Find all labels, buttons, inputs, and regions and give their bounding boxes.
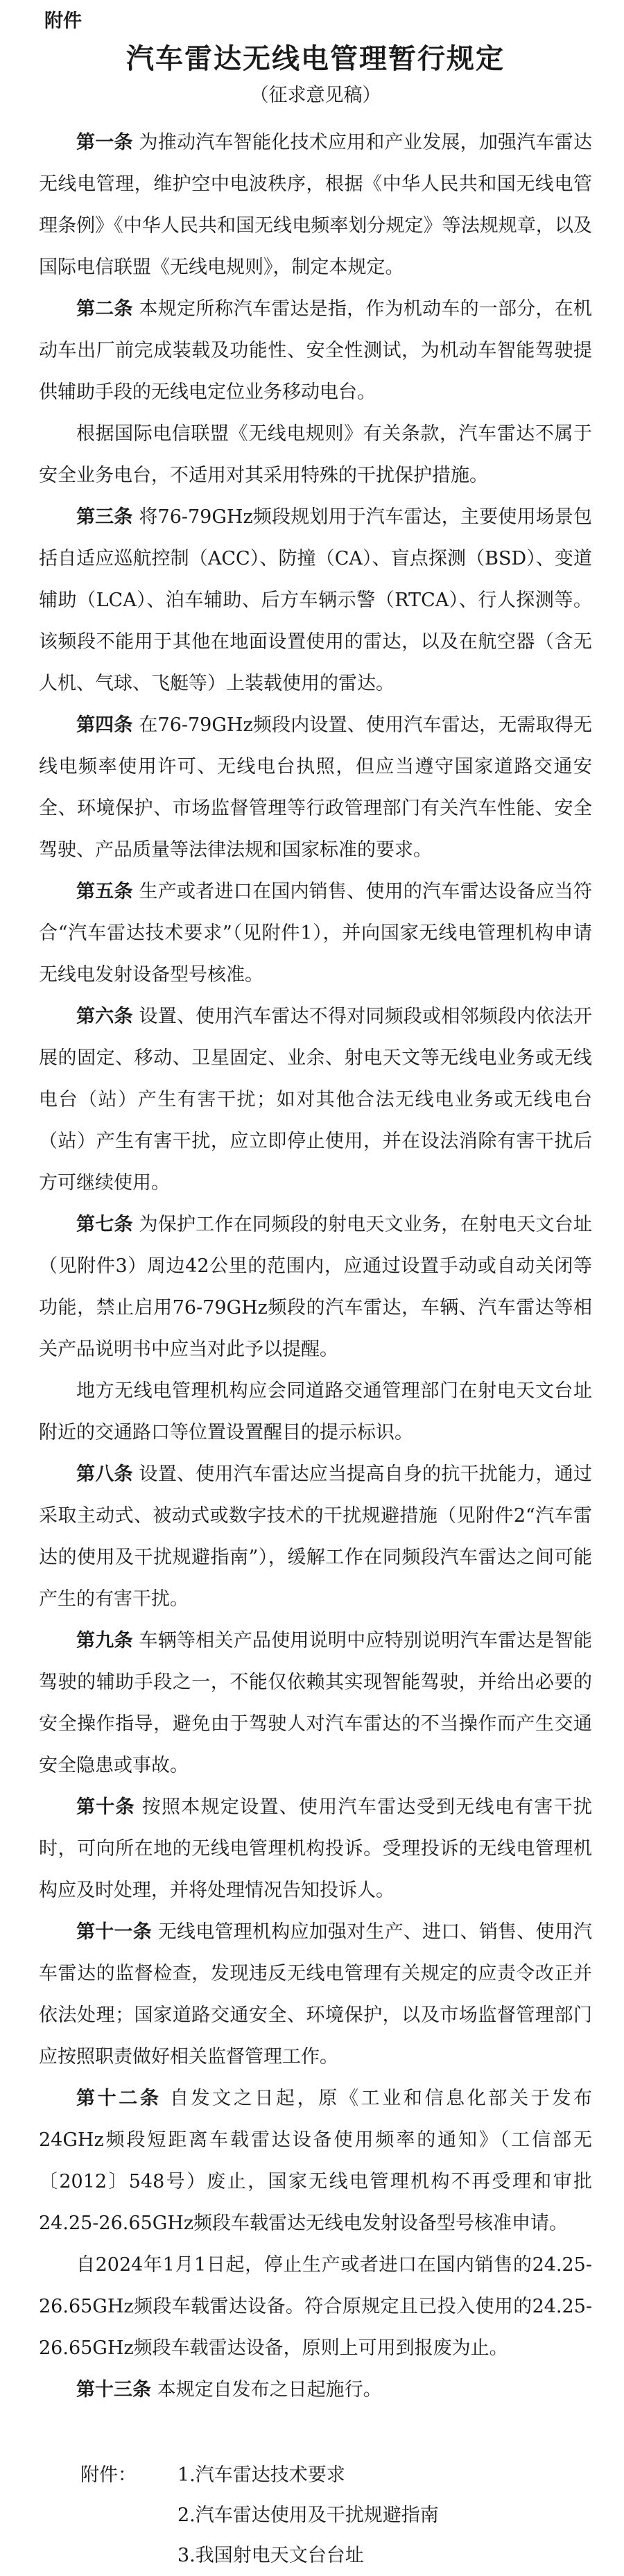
article-12: [39, 2078, 592, 2244]
attachment-row: [39, 2536, 592, 2576]
article-4: [39, 705, 592, 871]
article-text: 设置、使用汽车雷达应当提高自身的抗干扰能力，通过采取主动式、被动式或数字技术的干扰规避措施（见附件2“汽车雷达的使用及干扰规避指南”），缓解工作在同频段汽车雷达之间可能产生的有害干扰。: [39, 1463, 593, 1610]
article-number: 第六条: [76, 1006, 133, 1027]
article-12-cont: [39, 2244, 592, 2369]
article-text: 为保护工作在同频段的射电天文业务，在射电天文台址（见附件3）周边42公里的范围内，应通过设置手动或自动关闭等功能，禁止启用76-79GHz频段的汽车雷达，车辆、汽车雷达等相关产品说明书中应当对此予以提醒。: [39, 1214, 593, 1360]
article-text: 本规定自发布之日起施行。: [157, 2379, 382, 2401]
article-number: 第二条: [76, 298, 133, 320]
attachment-row: [39, 2496, 592, 2536]
article-text: 车辆等相关产品使用说明中应特别说明汽车雷达是智能驾驶的辅助手段之一，不能仅依赖其实现智能驾驶，并给出必要的安全操作指导，避免由于驾驶人对汽车雷达的不当操作而产生交通安全隐患或事故。: [39, 1630, 593, 1776]
article-text: 在76-79GHz频段内设置、使用汽车雷达，无需取得无线电频率使用许可、无线电台执照，但应当遵守国家道路交通安全、环境保护、市场监督管理等行政管理部门有关汽车性能、安全驾驶、产品质量等法律法规和国家标准的要求。: [39, 714, 593, 861]
article-text: 将76-79GHz频段规划用于汽车雷达，主要使用场景包括自适应巡航控制（ACC）、防撞（CA）、盲点探测（BSD）、变道辅助（LCA）、泊车辅助、后方车辆示警（RTCA）、行人探测等。该频段不能用于其他在地面设置使用的雷达，以及在航空器（含无人机、气球、飞艇等）上装载使用的雷达。: [39, 506, 593, 694]
article-10: [39, 1787, 592, 1912]
article-text: 按照本规定设置、使用汽车雷达受到无线电有害干扰时，可向所在地的无线电管理机构投诉。受理投诉的无线电管理机构应及时处理，并将处理情况告知投诉人。: [39, 1796, 593, 1901]
attachment-row: [39, 2455, 592, 2496]
article-text: 根据国际电信联盟《无线电规则》有关条款，汽车雷达不属于安全业务电台，不适用对其采用特殊的干扰保护措施。: [39, 423, 592, 486]
article-text: 地方无线电管理机构应会同道路交通管理部门在射电天文台址附近的交通路口等位置设置醒目的提示标识。: [39, 1380, 592, 1443]
article-number: 第一条: [76, 132, 133, 153]
article-text: 无线电管理机构应加强对生产、进口、销售、使用汽车雷达的监督检查，发现违反无线电管理有关规定的应责令改正并依法处理；国家道路交通安全、环境保护，以及市场监督管理部门应按照职责做好相关监督管理工作。: [39, 1921, 593, 2068]
attachment-item: 1.汽车雷达技术要求: [177, 2464, 345, 2486]
article-1: [39, 122, 592, 289]
article-number: 第四条: [76, 714, 133, 736]
attachment-item: 2.汽车雷达使用及干扰规避指南: [177, 2505, 439, 2526]
article-text: 设置、使用汽车雷达不得对同频段或相邻频段内依法开展的固定、移动、卫星固定、业余、射电天文等无线电业务或无线电台（站）产生有害干扰；如对其他合法无线电业务或无线电台（站）产生有害干扰，应立即停止使用，并在设法消除有害干扰后方可继续使用。: [39, 1006, 593, 1194]
article-number: 第三条: [76, 506, 133, 528]
document-body: [39, 122, 592, 2411]
article-9: [39, 1620, 592, 1787]
article-text: 自发文之日起，原《工业和信息化部关于发布24GHz频段短距离车载雷达设备使用频率的通知》（工信部无〔2012〕548号）废止，国家无线电管理机构不再受理和审批24.25-26.65GHz频段车载雷达无线电发射设备型号核准申请。: [39, 2088, 593, 2234]
article-text: 本规定所称汽车雷达是指，作为机动车的一部分，在机动车出厂前完成装载及功能性、安全性测试，为机动车智能驾驶提供辅助手段的无线电定位业务移动电台。: [39, 298, 593, 403]
article-text: 自2024年1月1日起，停止生产或者进口在国内销售的24.25-26.65GHz频段车载雷达设备。符合原规定且已投入使用的24.25-26.65GHz频段车载雷达设备，原则上可用到报废为止。: [39, 2254, 592, 2359]
article-number: 第九条: [76, 1630, 133, 1651]
article-13: [39, 2369, 592, 2411]
article-number: 第七条: [76, 1214, 133, 1235]
attachment-tag: 附件: [44, 10, 82, 32]
article-number: 第十条: [76, 1796, 135, 1818]
article-11: [39, 1912, 592, 2078]
article-8: [39, 1454, 592, 1620]
article-6: [39, 996, 592, 1204]
attachment-list: [39, 2455, 592, 2576]
article-5: [39, 871, 592, 996]
document-title: 汽车雷达无线电管理暂行规定: [126, 43, 505, 75]
article-3: [39, 497, 592, 705]
article-text: 生产或者进口在国内销售、使用的汽车雷达设备应当符合“汽车雷达技术要求”（见附件1），并向国家无线电管理机构申请无线电发射设备型号核准。: [39, 881, 593, 986]
document-subtitle: （征求意见稿）: [250, 85, 381, 106]
article-number: 第十一条: [76, 1921, 152, 1943]
attachment-item: 3.我国射电天文台台址: [177, 2545, 364, 2566]
article-text: 为推动汽车智能化技术应用和产业发展，加强汽车雷达无线电管理，维护空中电波秩序，根据《中华人民共和国无线电管理条例》《中华人民共和国无线电频率划分规定》等法规规章，以及国际电信联盟《无线电规则》，制定本规定。: [39, 132, 593, 278]
article-2: [39, 289, 592, 413]
article-7-cont: [39, 1371, 592, 1454]
article-2-cont: [39, 413, 592, 497]
article-number: 第五条: [76, 881, 133, 902]
attachment-label: 附件：: [80, 2464, 137, 2486]
article-number: 第十三条: [76, 2379, 151, 2401]
article-7: [39, 1204, 592, 1371]
article-number: 第十二条: [76, 2088, 162, 2109]
article-number: 第八条: [76, 1463, 133, 1485]
